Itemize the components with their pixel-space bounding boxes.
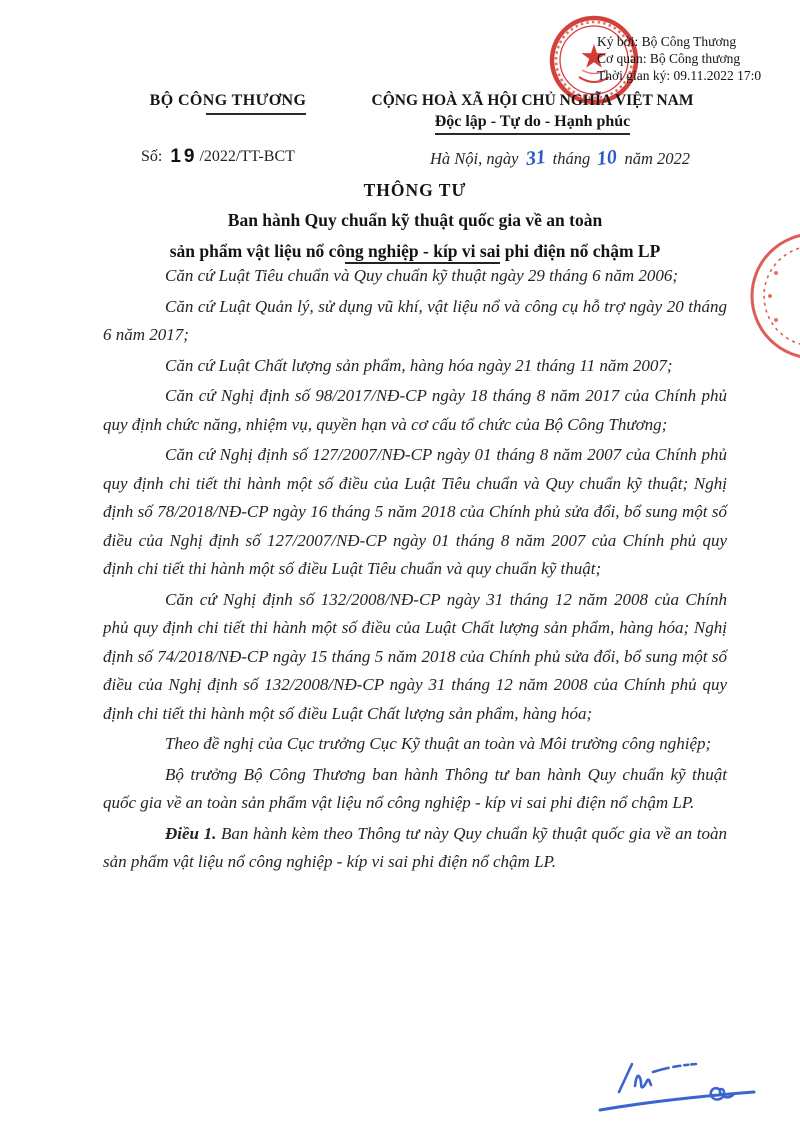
article-1-label: Điều 1. [165,823,217,843]
signed-by: Ký bởi: Bộ Công Thương [597,34,737,49]
body-paragraph: Theo đề nghị của Cục trưởng Cục Kỹ thuật an toàn và Môi trường công nghiệp; [165,734,712,753]
partial-red-stamp-icon [742,228,800,366]
agency: Cơ quan: Bộ Công thương [597,51,741,66]
handwritten-month: 10 [596,145,619,171]
body-paragraphs [103,262,727,818]
ministry-underline [206,113,306,115]
article-1-paragraph: Điều 1. Ban hành kèm theo Thông tư này Quy chuẩn kỹ thuật quốc gia về an toàn sản phẩm vật liệu nổ công nghiệp - kíp vi sai phi điện nổ chậm LP. [103,823,727,871]
body-paragraph: Căn cứ Nghị định số 98/2017/NĐ-CP ngày 18 tháng 8 năm 2017 của Chính phủ quy định chức năng, nhiệm vụ, quyền hạn và cơ cấu tổ chức của Bộ Công Thương; [103,386,727,434]
body-paragraph: Căn cứ Luật Quản lý, sử dụng vũ khí, vật liệu nổ và công cụ hỗ trợ ngày 20 tháng 6 năm 2017; [103,296,727,344]
document-title [95,180,735,263]
handwritten-signature [592,1048,777,1120]
doc-number-label: Số: [141,148,163,165]
body-paragraph: Căn cứ Luật Tiêu chuẩn và Quy chuẩn kỹ thuật ngày 29 tháng 6 năm 2006; [165,266,679,285]
title-line-1: Ban hành Quy chuẩn kỹ thuật quốc gia về an toàn [227,210,603,230]
body-paragraph: Căn cứ Luật Chất lượng sản phẩm, hàng hóa ngày 21 tháng 11 năm 2007; [165,355,673,375]
doc-number-stamped-value: 19 [170,146,198,167]
sign-time: Thời gian ký: 09.11.2022 17:0 [597,68,762,83]
title-heading: THÔNG TƯ [363,180,467,200]
ministry-name: BỘ CÔNG THƯƠNG [128,92,328,115]
doc-number-suffix: /2022/TT-BCT [199,148,295,165]
title-line-2: sản phẩm vật liệu nổ công nghiệp - kíp vi sai phi điện nổ chậm LP [95,239,735,263]
national-motto: Độc lập - Tự do - Hạnh phúc [435,113,631,135]
body-text [103,262,727,879]
body-paragraph: Căn cứ Nghị định số 132/2008/NĐ-CP ngày 31 tháng 12 năm 2008 của Chính phủ quy định chi tiết thi hành một số điều của Luật Chất lượng sản phẩm, hàng hóa; Nghị định số 74/2018/NĐ-CP ngày 15 tháng 5 năm 2018 của Chính phủ sửa đổi, bổ sung một số điều của Nghị định số 132/2008/NĐ-CP ngày 31 tháng 12 năm 2008 của Chính phủ quy định chi tiết thi hành một số điều Luật Chất lượng sản phẩm, hàng hóa; [103,589,727,723]
document-number [141,146,295,168]
digital-signature-info [597,33,800,87]
title-underlined-part: ng nghiệp - kíp vi sai [345,241,500,264]
handwritten-day: 31 [524,145,547,171]
body-paragraph: Bộ trưởng Bộ Công Thương ban hành Thông tư ban hành Quy chuẩn kỹ thuật quốc gia về an toàn sản phẩm vật liệu nổ công nghiệp - kíp vi sai phi điện nổ chậm LP. [103,764,727,812]
national-title: CỘNG HOÀ XÃ HỘI CHỦ NGHĨA VIỆT NAM [371,92,694,109]
date-line: Hà Nội, ngày 31 tháng 10 năm 2022 [429,145,691,171]
national-header [345,92,720,135]
body-paragraph: Căn cứ Nghị định số 127/2007/NĐ-CP ngày 01 tháng 8 năm 2007 của Chính phủ quy định chi tiết thi hành một số điều của Luật Tiêu chuẩn và Quy chuẩn kỹ thuật; Nghị định số 78/2018/NĐ-CP ngày 16 tháng 5 năm 2018 của Chính phủ sửa đổi, bổ sung một số điều của Nghị định số 127/2007/NĐ-CP ngày 01 tháng 8 năm 2007 của Chính phủ quy định chi tiết thi hành một số điều Luật Tiêu chuẩn và quy chuẩn kỹ thuật; [103,445,727,578]
